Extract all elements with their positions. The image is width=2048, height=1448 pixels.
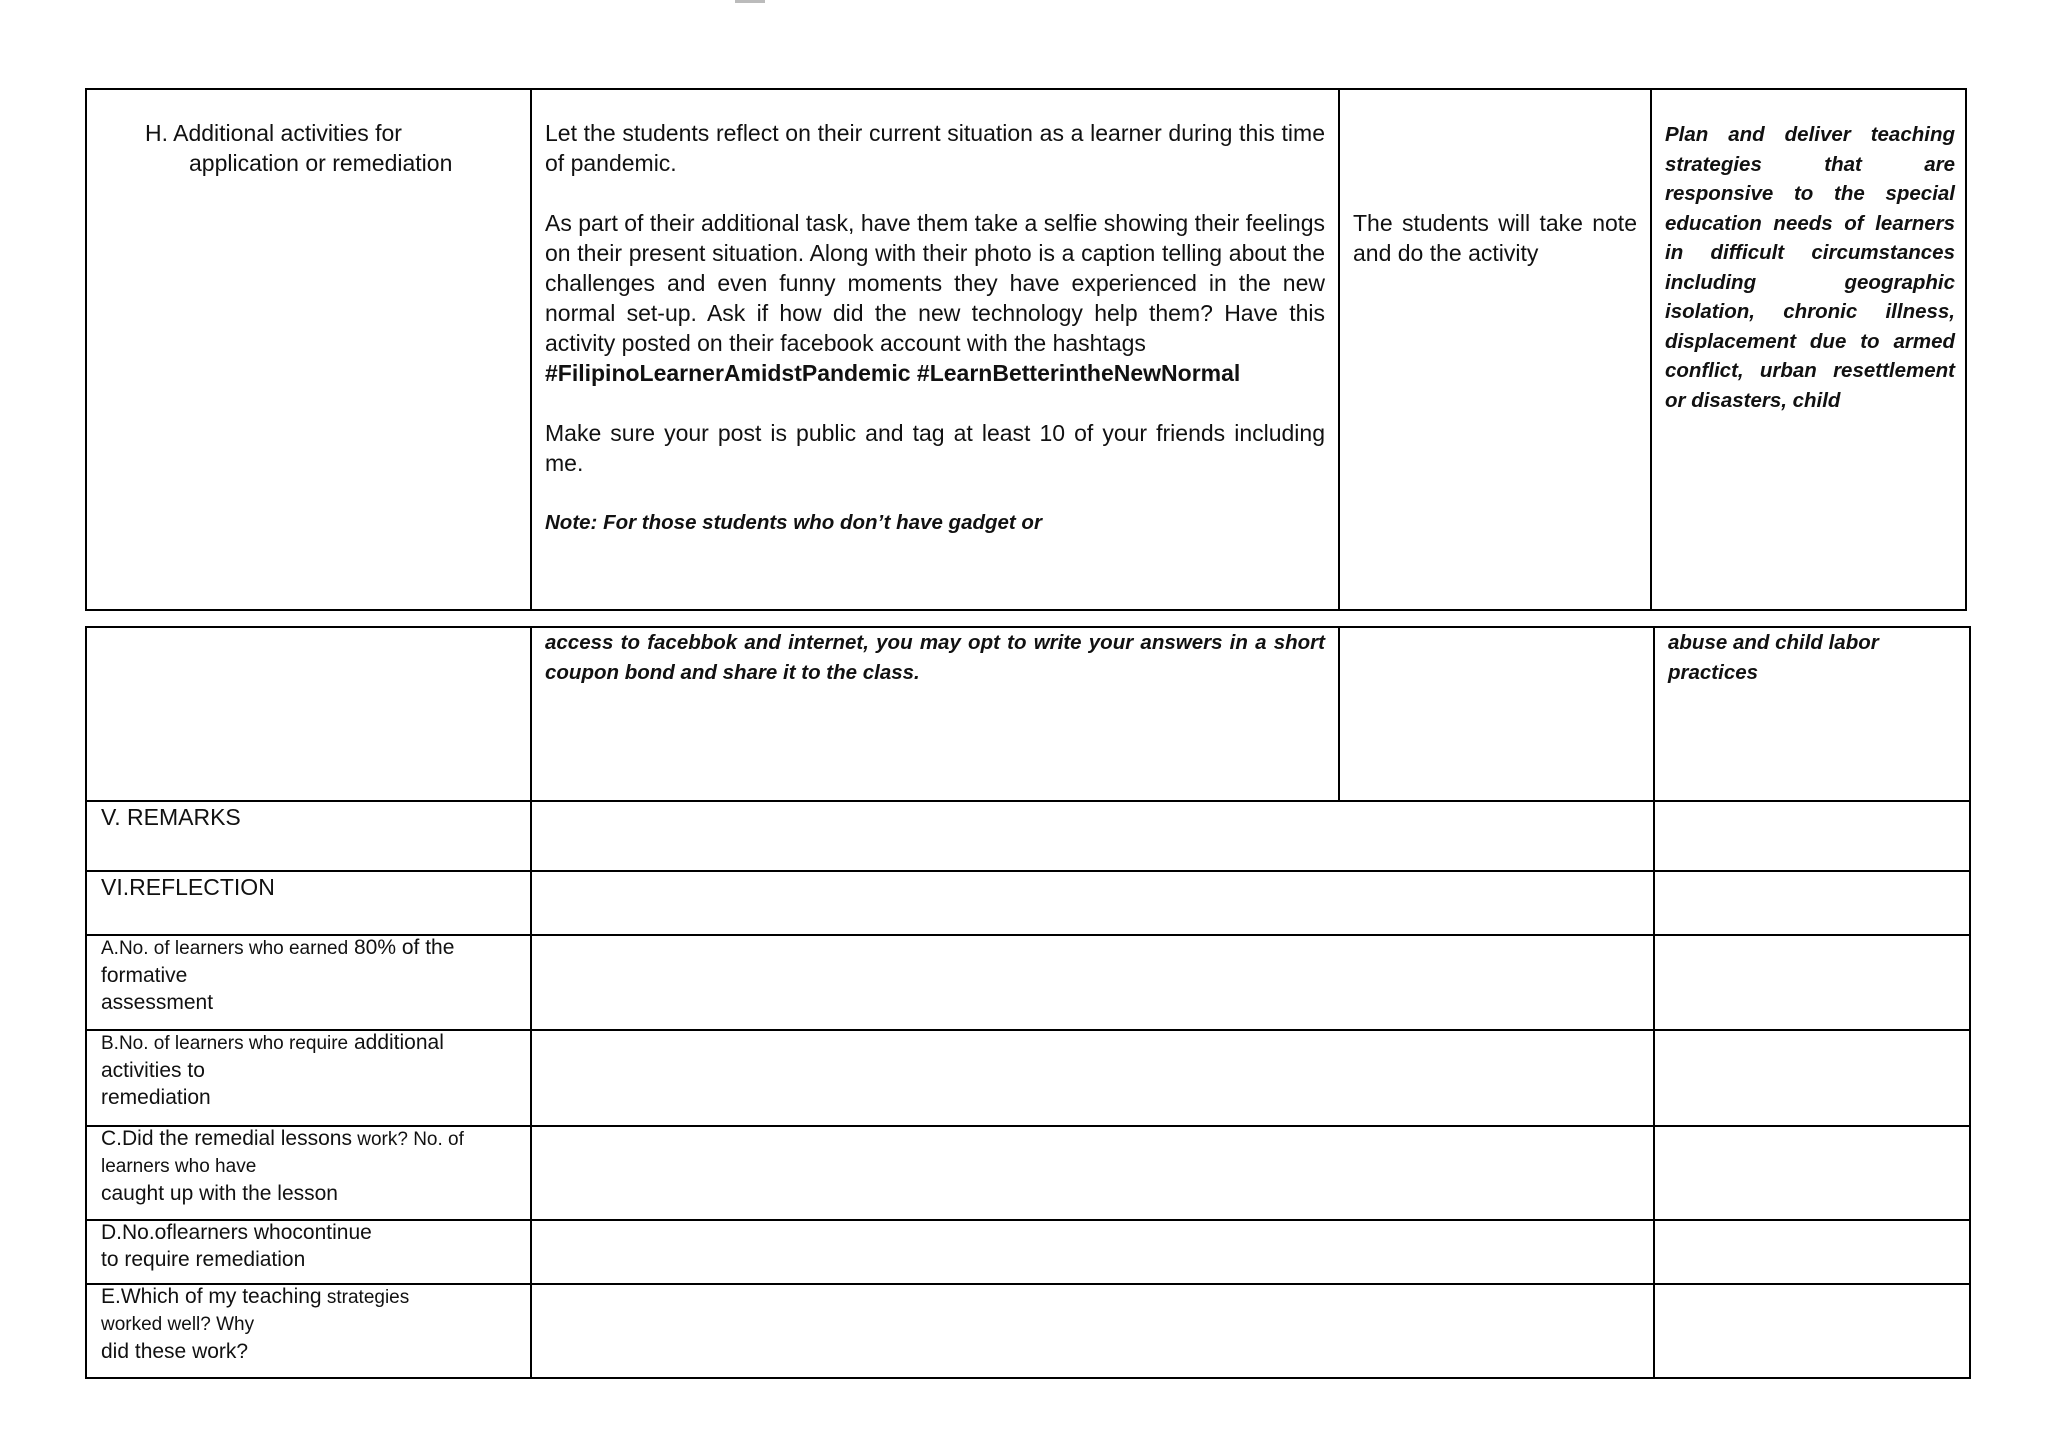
reflection-item-d: D.No.oflearners whocontinue to require remediation <box>101 1221 372 1271</box>
reflection-heading: VI.REFLECTION <box>101 874 275 900</box>
activity-hashtags: #FilipinoLearnerAmidstPandemic #LearnBetterintheNewNormal <box>545 360 1241 386</box>
lesson-plan-table-part2 <box>85 626 1971 1379</box>
activity-task: As part of their additional task, have them take a selfie showing their feelings on their present situation. Along with their photo is a caption telling about the challenges and even funny moments they have experienced in the new normal set-up. Ask if how did the new technology help them? Have this activity posted on their facebook account with the hashtags <box>545 210 1325 356</box>
row-h-indicator: Plan and deliver teaching strategies that are responsive to the special education needs of learners in difficult circumstances including geographic isolation, chronic illness, displacement due to armed conflict, urban resettlement or disasters, child <box>1665 123 1955 412</box>
note-continuation: access to facebbok and internet, you may opt to write your answers in a short coupon bond and share it to the class. <box>545 631 1325 684</box>
row-h-label: H. Additional activities for application or remediation <box>145 120 453 176</box>
lesson-plan-table-part1 <box>85 88 1967 611</box>
row-h-student-response: The students will take note and do the activity <box>1353 210 1637 266</box>
activity-instruction: Make sure your post is public and tag at least 10 of your friends including me. <box>545 420 1325 476</box>
page-header-mark <box>735 0 765 3</box>
activity-note: Note: For those students who don’t have gadget or <box>545 511 1042 534</box>
activity-intro: Let the students reflect on their current situation as a learner during this time of pandemic. <box>545 120 1325 176</box>
reflection-item-b: B.No. of learners who require additional activities to remediation <box>101 1031 444 1109</box>
row-h-activity <box>545 118 1325 538</box>
reflection-item-c: C.Did the remedial lessons work? No. of learners who have caught up with the lesson <box>101 1127 464 1205</box>
reflection-item-a: A.No. of learners who earned 80% of the formative assessment <box>101 936 455 1014</box>
indicator-continuation: abuse and child labor practices <box>1668 631 1879 684</box>
remarks-heading: V. REMARKS <box>101 804 241 830</box>
reflection-item-e: E.Which of my teaching strategies worked well? Why did these work? <box>101 1285 410 1363</box>
